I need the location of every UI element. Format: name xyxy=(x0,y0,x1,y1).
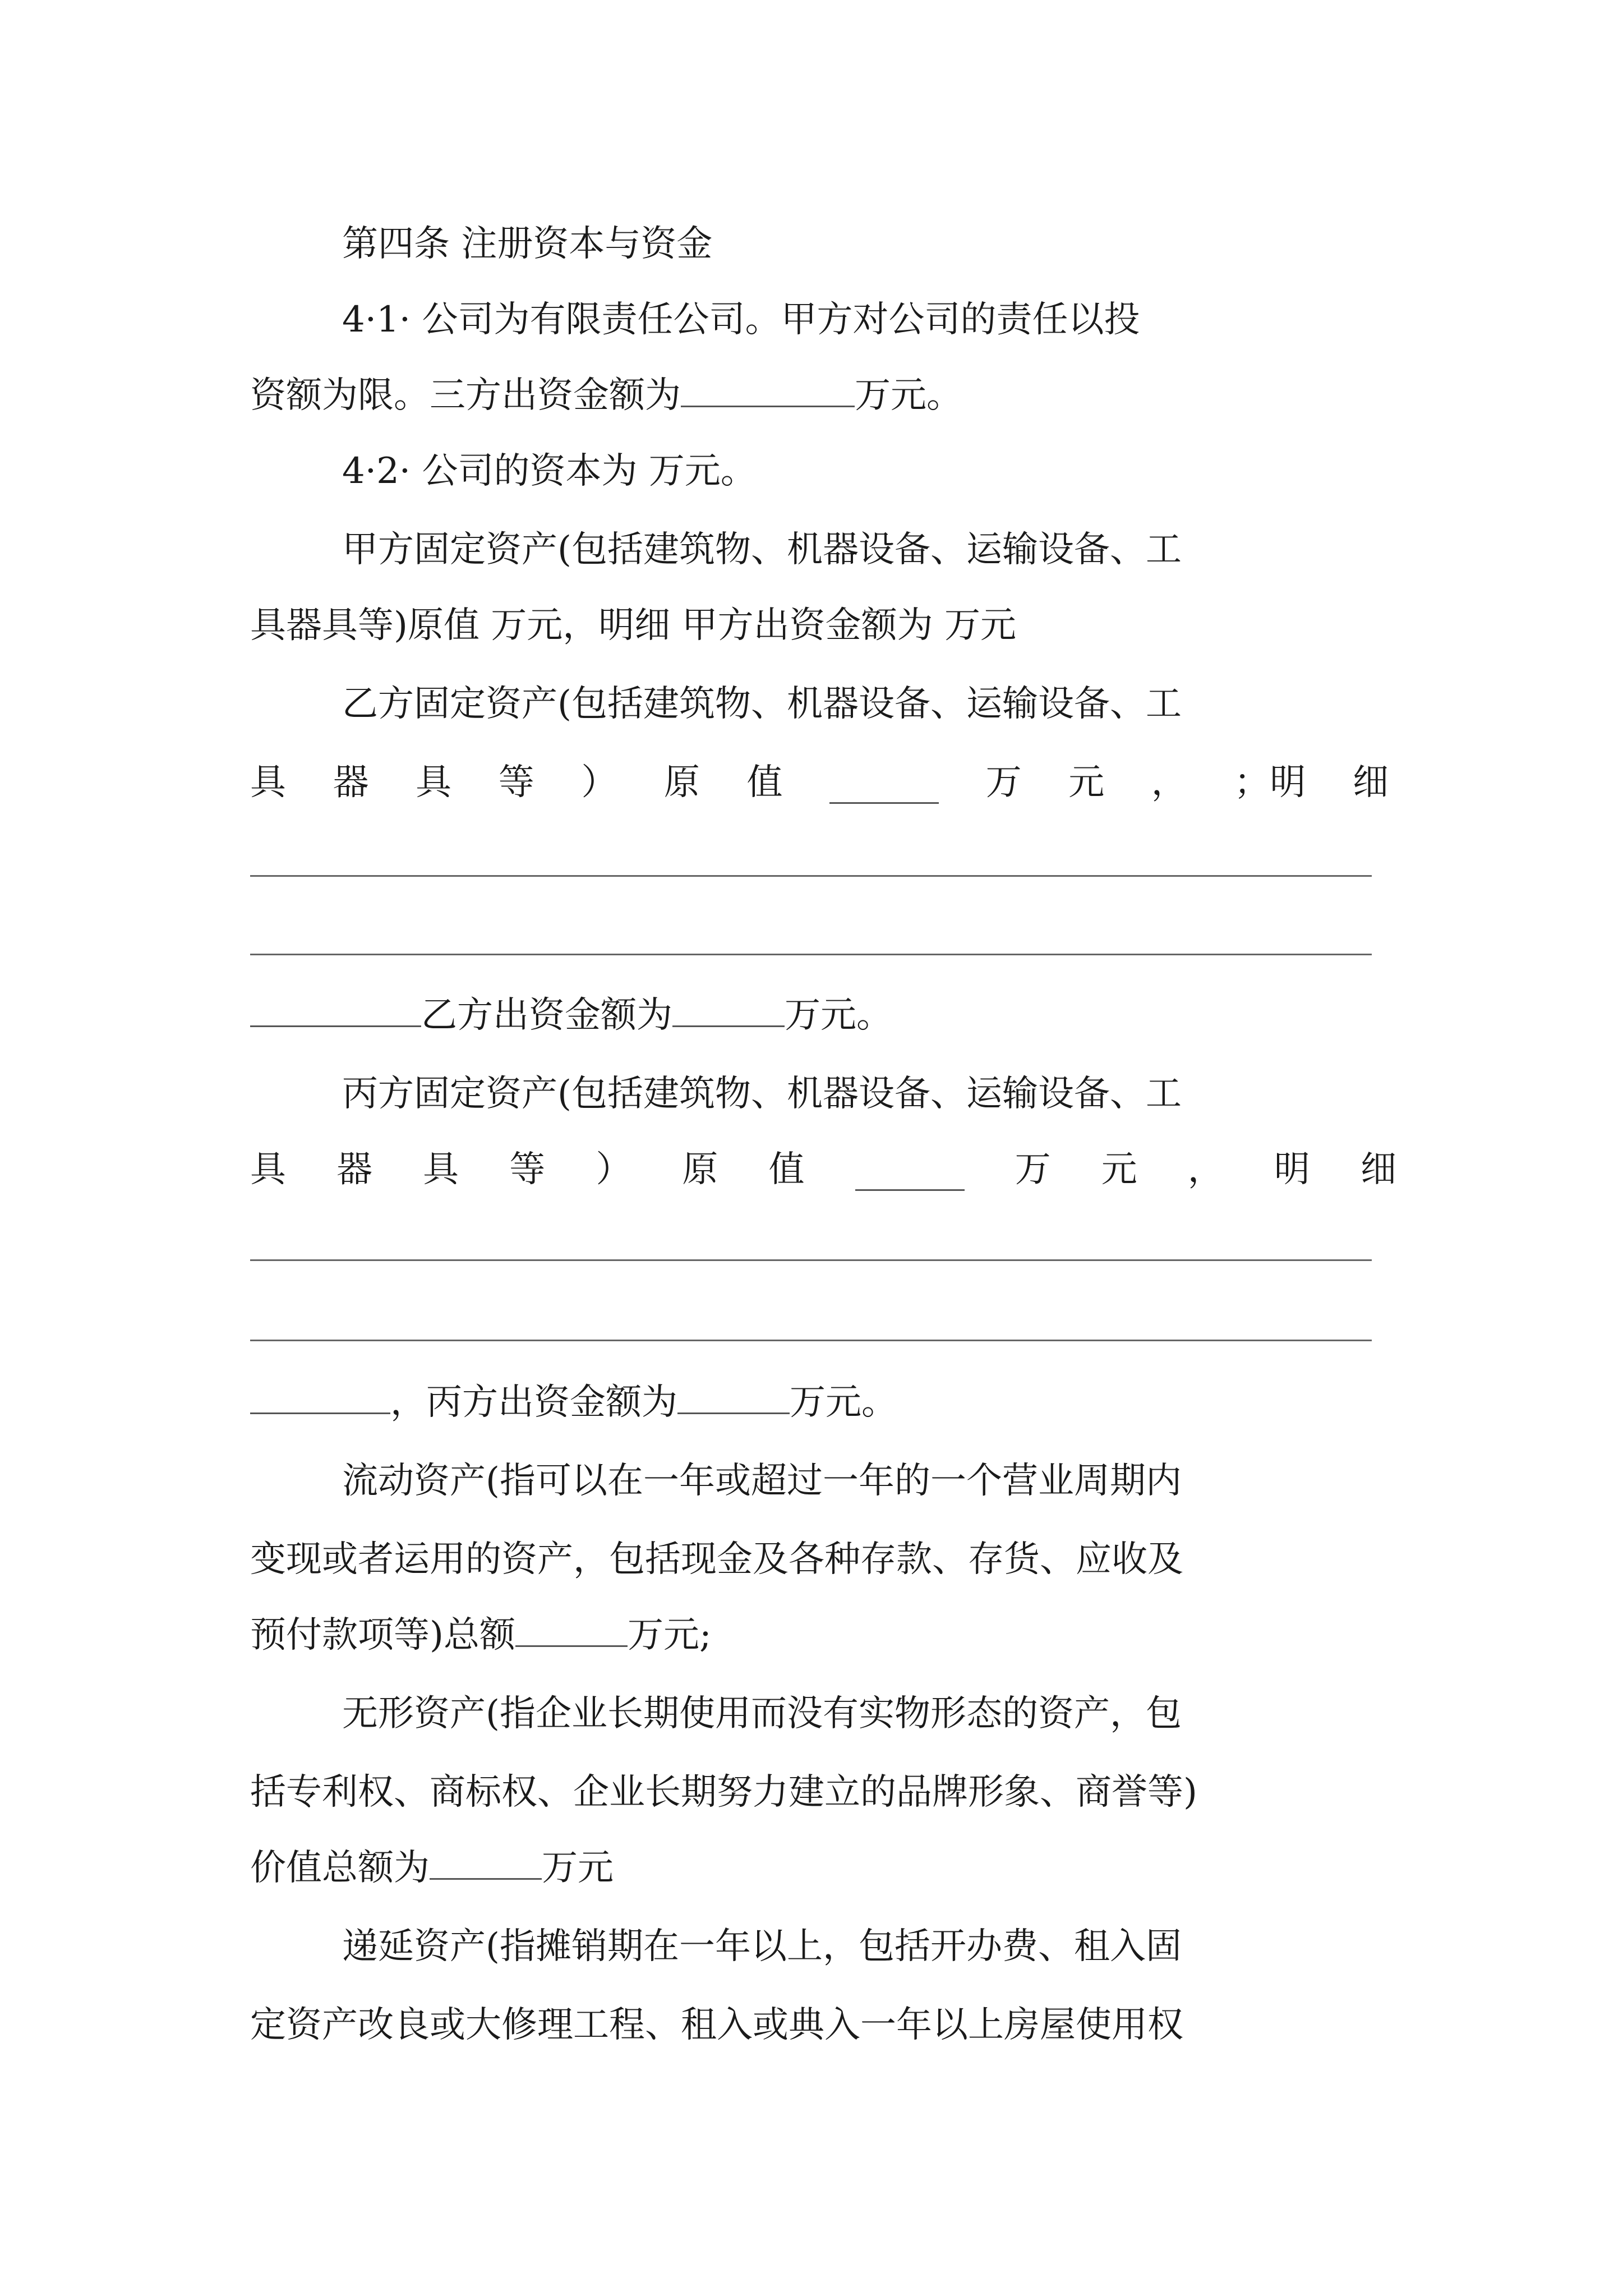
intangible-assets-unit: 万元 xyxy=(542,1847,614,1889)
party-b-line-1: 乙方固定资产(包括建筑物、机器设备、运输设备、工 xyxy=(342,683,1182,725)
party-c-contribution-blank[interactable] xyxy=(677,1372,790,1414)
clause-4-1-text: 资额为限。三方出资金额为 xyxy=(250,375,681,416)
party-c-word: 原 xyxy=(682,1149,718,1190)
party-b-detail-rule-2[interactable] xyxy=(250,954,1372,955)
party-b-word: 值 xyxy=(746,762,783,803)
intangible-assets-line-3 xyxy=(250,1837,1396,1899)
party-b-word: 等 xyxy=(498,762,534,803)
party-c-word: ， xyxy=(1187,1149,1224,1190)
current-assets-line-3 xyxy=(250,1604,1396,1666)
party-c-word: 等 xyxy=(509,1149,546,1190)
party-c-line-1: 丙方固定资产(包括建筑物、机器设备、运输设备、工 xyxy=(342,1073,1182,1115)
party-b-word: 器 xyxy=(333,762,369,803)
party-b-word: 万 xyxy=(985,762,1022,803)
current-assets-total-blank[interactable] xyxy=(515,1605,628,1647)
current-assets-total-label: 预付款项等)总额 xyxy=(250,1614,515,1656)
current-assets-unit: 万元; xyxy=(627,1614,712,1656)
party-b-word: ；明 xyxy=(1234,762,1306,803)
party-a-line-2: 具器具等)原值 万元，明细 甲方出资金额为 万元 xyxy=(250,605,1016,646)
party-c-original-value-blank[interactable] xyxy=(855,1149,965,1191)
party-b-line-2 xyxy=(250,752,1389,813)
party-c-word: 细 xyxy=(1360,1149,1396,1190)
party-b-contribution-unit: 万元。 xyxy=(785,995,892,1036)
deferred-assets-line-1: 递延资产(指摊销期在一年以上，包括开办费、租入固 xyxy=(342,1926,1182,1967)
clause-4-2: 4·2· 公司的资本为 万元。 xyxy=(342,450,757,492)
party-c-contribution-text: ，丙方出资金额为 xyxy=(390,1382,677,1423)
intangible-assets-total-blank[interactable] xyxy=(430,1838,542,1880)
party-c-detail-rule-1[interactable] xyxy=(250,1259,1372,1261)
intangible-assets-line-1: 无形资产(指企业长期使用而没有实物形态的资产，包 xyxy=(342,1693,1182,1734)
party-b-word: 细 xyxy=(1352,762,1389,803)
party-b-word: 具 xyxy=(250,762,286,803)
current-assets-line-2: 变现或者运用的资产，包括现金及各种存款、存货、应收及 xyxy=(250,1539,1183,1580)
party-c-word: 明 xyxy=(1274,1149,1310,1190)
party-a-line-1: 甲方固定资产(包括建筑物、机器设备、运输设备、工 xyxy=(342,529,1182,570)
party-c-word: 具 xyxy=(250,1149,286,1190)
party-b-word: ， xyxy=(1151,762,1187,803)
party-b-detail-blank[interactable] xyxy=(250,985,421,1027)
article-heading: 第四条 注册资本与资金 xyxy=(342,223,713,265)
party-b-contribution-blank[interactable] xyxy=(672,985,785,1027)
party-b-contribution-text: 乙方出资金额为 xyxy=(421,995,672,1036)
party-b-original-value-blank[interactable] xyxy=(829,762,939,804)
party-b-word: ） xyxy=(581,762,617,803)
deferred-assets-line-2: 定资产改良或大修理工程、租入或典入一年以上房屋使用权 xyxy=(250,2004,1183,2046)
party-c-word: 器 xyxy=(336,1149,373,1190)
intangible-assets-line-2: 括专利权、商标权、企业长期努力建立的品牌形象、商誉等) xyxy=(250,1772,1197,1813)
total-capital-blank[interactable] xyxy=(681,365,855,407)
party-c-contribution-unit: 万元。 xyxy=(790,1382,897,1423)
party-b-word: 元 xyxy=(1068,762,1105,803)
party-b-line-3 xyxy=(250,984,1396,1046)
party-c-word: 万 xyxy=(1015,1149,1051,1190)
clause-4-1-line-1: 4·1· 公司为有限责任公司。甲方对公司的责任以投 xyxy=(342,299,1140,341)
party-c-detail-rule-2[interactable] xyxy=(250,1340,1372,1341)
clause-4-1-unit: 万元。 xyxy=(855,375,962,416)
party-b-word: 原 xyxy=(663,762,700,803)
party-c-word: 元 xyxy=(1101,1149,1137,1190)
party-b-word: 具 xyxy=(416,762,452,803)
party-c-line-2 xyxy=(250,1139,1396,1200)
party-c-word: 值 xyxy=(768,1149,805,1190)
party-b-detail-rule-1[interactable] xyxy=(250,875,1372,877)
intangible-assets-total-label: 价值总额为 xyxy=(250,1847,430,1889)
party-c-word: 具 xyxy=(423,1149,459,1190)
party-c-detail-blank[interactable] xyxy=(250,1372,390,1414)
party-c-line-3 xyxy=(250,1372,1396,1433)
current-assets-line-1: 流动资产(指可以在一年或超过一年的一个营业周期内 xyxy=(342,1460,1182,1502)
party-c-word: ） xyxy=(596,1149,632,1190)
clause-4-1-line-2 xyxy=(250,365,1396,426)
